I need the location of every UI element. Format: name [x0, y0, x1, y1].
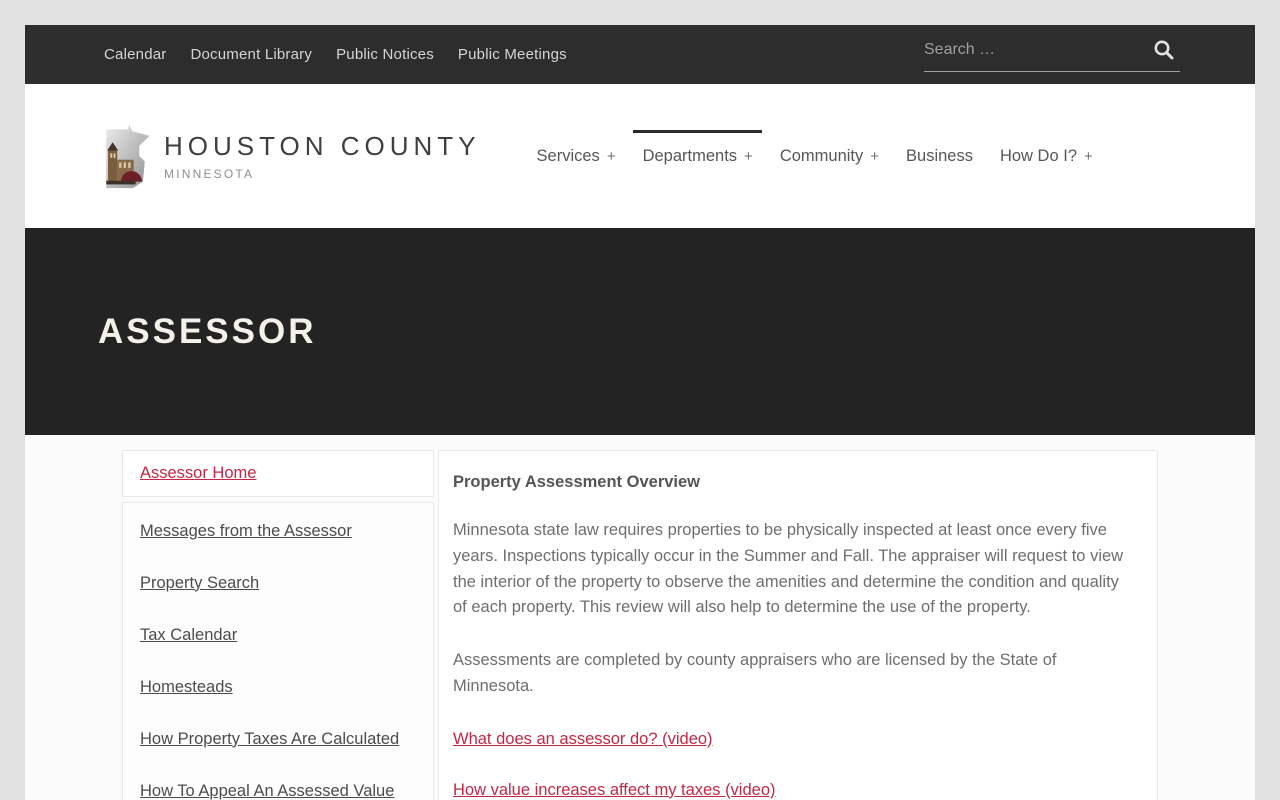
assessor-sidebar-menu — [122, 450, 434, 800]
plus-icon[interactable]: + — [1084, 147, 1093, 165]
main-content-card — [438, 450, 1158, 800]
plus-icon[interactable]: + — [606, 147, 616, 165]
sidebar-item-tax-calendar[interactable] — [123, 609, 433, 661]
site-title-group — [164, 131, 481, 181]
primary-nav — [537, 147, 1093, 166]
nav-item-community-label[interactable]: Community — [779, 146, 864, 165]
utility-link-public-meetings-label[interactable]: Public Meetings — [457, 45, 567, 63]
nav-item-how-do-i[interactable] — [1000, 147, 1093, 166]
nav-item-business-label[interactable]: Business — [906, 146, 973, 165]
content-paragraph: Minnesota state law requires properties to be physically inspected at least once every five years. Inspections typically occur in the Summer and Fall. The appraiser will request to view the interior of the property to observe the amenities and determine the condition and quality of each property. This review will also help to determine the use of the property. — [453, 521, 1124, 617]
sidebar-item-homesteads-link[interactable]: Homesteads — [140, 677, 233, 696]
sidebar-item-messages-from-the-assessor[interactable] — [123, 505, 433, 557]
sidebar-item-assessor-home-link[interactable]: Assessor Home — [140, 464, 257, 482]
utility-link-public-notices-label[interactable]: Public Notices — [336, 45, 434, 63]
sidebar-item-how-taxes-calculated-link[interactable]: How Property Taxes Are Calculated — [140, 729, 400, 748]
page-title: ASSESSOR — [98, 311, 317, 351]
utility-links — [104, 46, 567, 64]
utility-link-calendar-label[interactable]: Calendar — [104, 45, 167, 63]
sidebar-menu-list — [122, 502, 434, 800]
top-utility-bar — [25, 25, 1255, 84]
nav-item-departments-label[interactable]: Departments — [642, 146, 738, 165]
content-link-line — [453, 778, 1132, 800]
utility-link-public-meetings[interactable] — [458, 46, 567, 64]
nav-item-services[interactable] — [537, 147, 616, 166]
sidebar-item-how-to-appeal-link[interactable]: How To Appeal An Assessed Value — [140, 781, 395, 800]
site-subtitle: MINNESOTA — [164, 167, 255, 181]
sidebar-item-property-search[interactable] — [123, 557, 433, 609]
plus-icon[interactable]: + — [744, 147, 753, 165]
site-brand[interactable] — [98, 123, 481, 189]
sidebar-item-property-search-link[interactable]: Property Search — [140, 573, 260, 592]
nav-item-departments[interactable] — [643, 147, 753, 166]
utility-link-calendar[interactable] — [104, 46, 166, 64]
plus-icon[interactable]: + — [870, 147, 880, 165]
content-area — [25, 435, 1255, 800]
site-header — [25, 84, 1255, 228]
sidebar-item-how-property-taxes-are-calculated[interactable] — [123, 713, 433, 765]
sidebar-item-tax-calendar-link[interactable]: Tax Calendar — [140, 625, 238, 644]
page-title-banner — [25, 228, 1255, 435]
search-submit-button[interactable] — [1148, 38, 1180, 62]
value-increases-video-link[interactable]: How value increases affect my taxes (video) — [453, 780, 776, 799]
search-input[interactable] — [924, 41, 1148, 59]
content-link-line — [453, 727, 1132, 753]
utility-link-document-library[interactable] — [190, 46, 312, 64]
utility-link-document-library-label[interactable]: Document Library — [190, 45, 313, 63]
sidebar-item-homesteads[interactable] — [123, 661, 433, 713]
nav-item-how-do-i-label[interactable]: How Do I? — [999, 146, 1077, 165]
search-icon — [1152, 50, 1176, 65]
sidebar-item-how-to-appeal-an-assessed-value[interactable] — [123, 765, 433, 800]
county-logo-icon — [98, 123, 153, 189]
nav-item-business[interactable] — [906, 147, 973, 166]
nav-item-services-label[interactable]: Services — [536, 146, 600, 165]
sidebar-item-messages-link[interactable]: Messages from the Assessor — [140, 521, 352, 540]
content-paragraph: Assessments are completed by county appraisers who are licensed by the State of Minnesota. — [453, 651, 1057, 695]
utility-link-public-notices[interactable] — [336, 46, 434, 64]
nav-item-community[interactable] — [780, 147, 879, 166]
sidebar-item-assessor-home[interactable] — [122, 450, 434, 497]
search-form — [924, 38, 1180, 72]
page-container — [25, 25, 1255, 800]
content-heading: Property Assessment Overview — [453, 473, 701, 491]
site-title[interactable]: HOUSTON COUNTY — [164, 131, 481, 161]
assessor-video-link[interactable]: What does an assessor do? (video) — [453, 729, 713, 748]
